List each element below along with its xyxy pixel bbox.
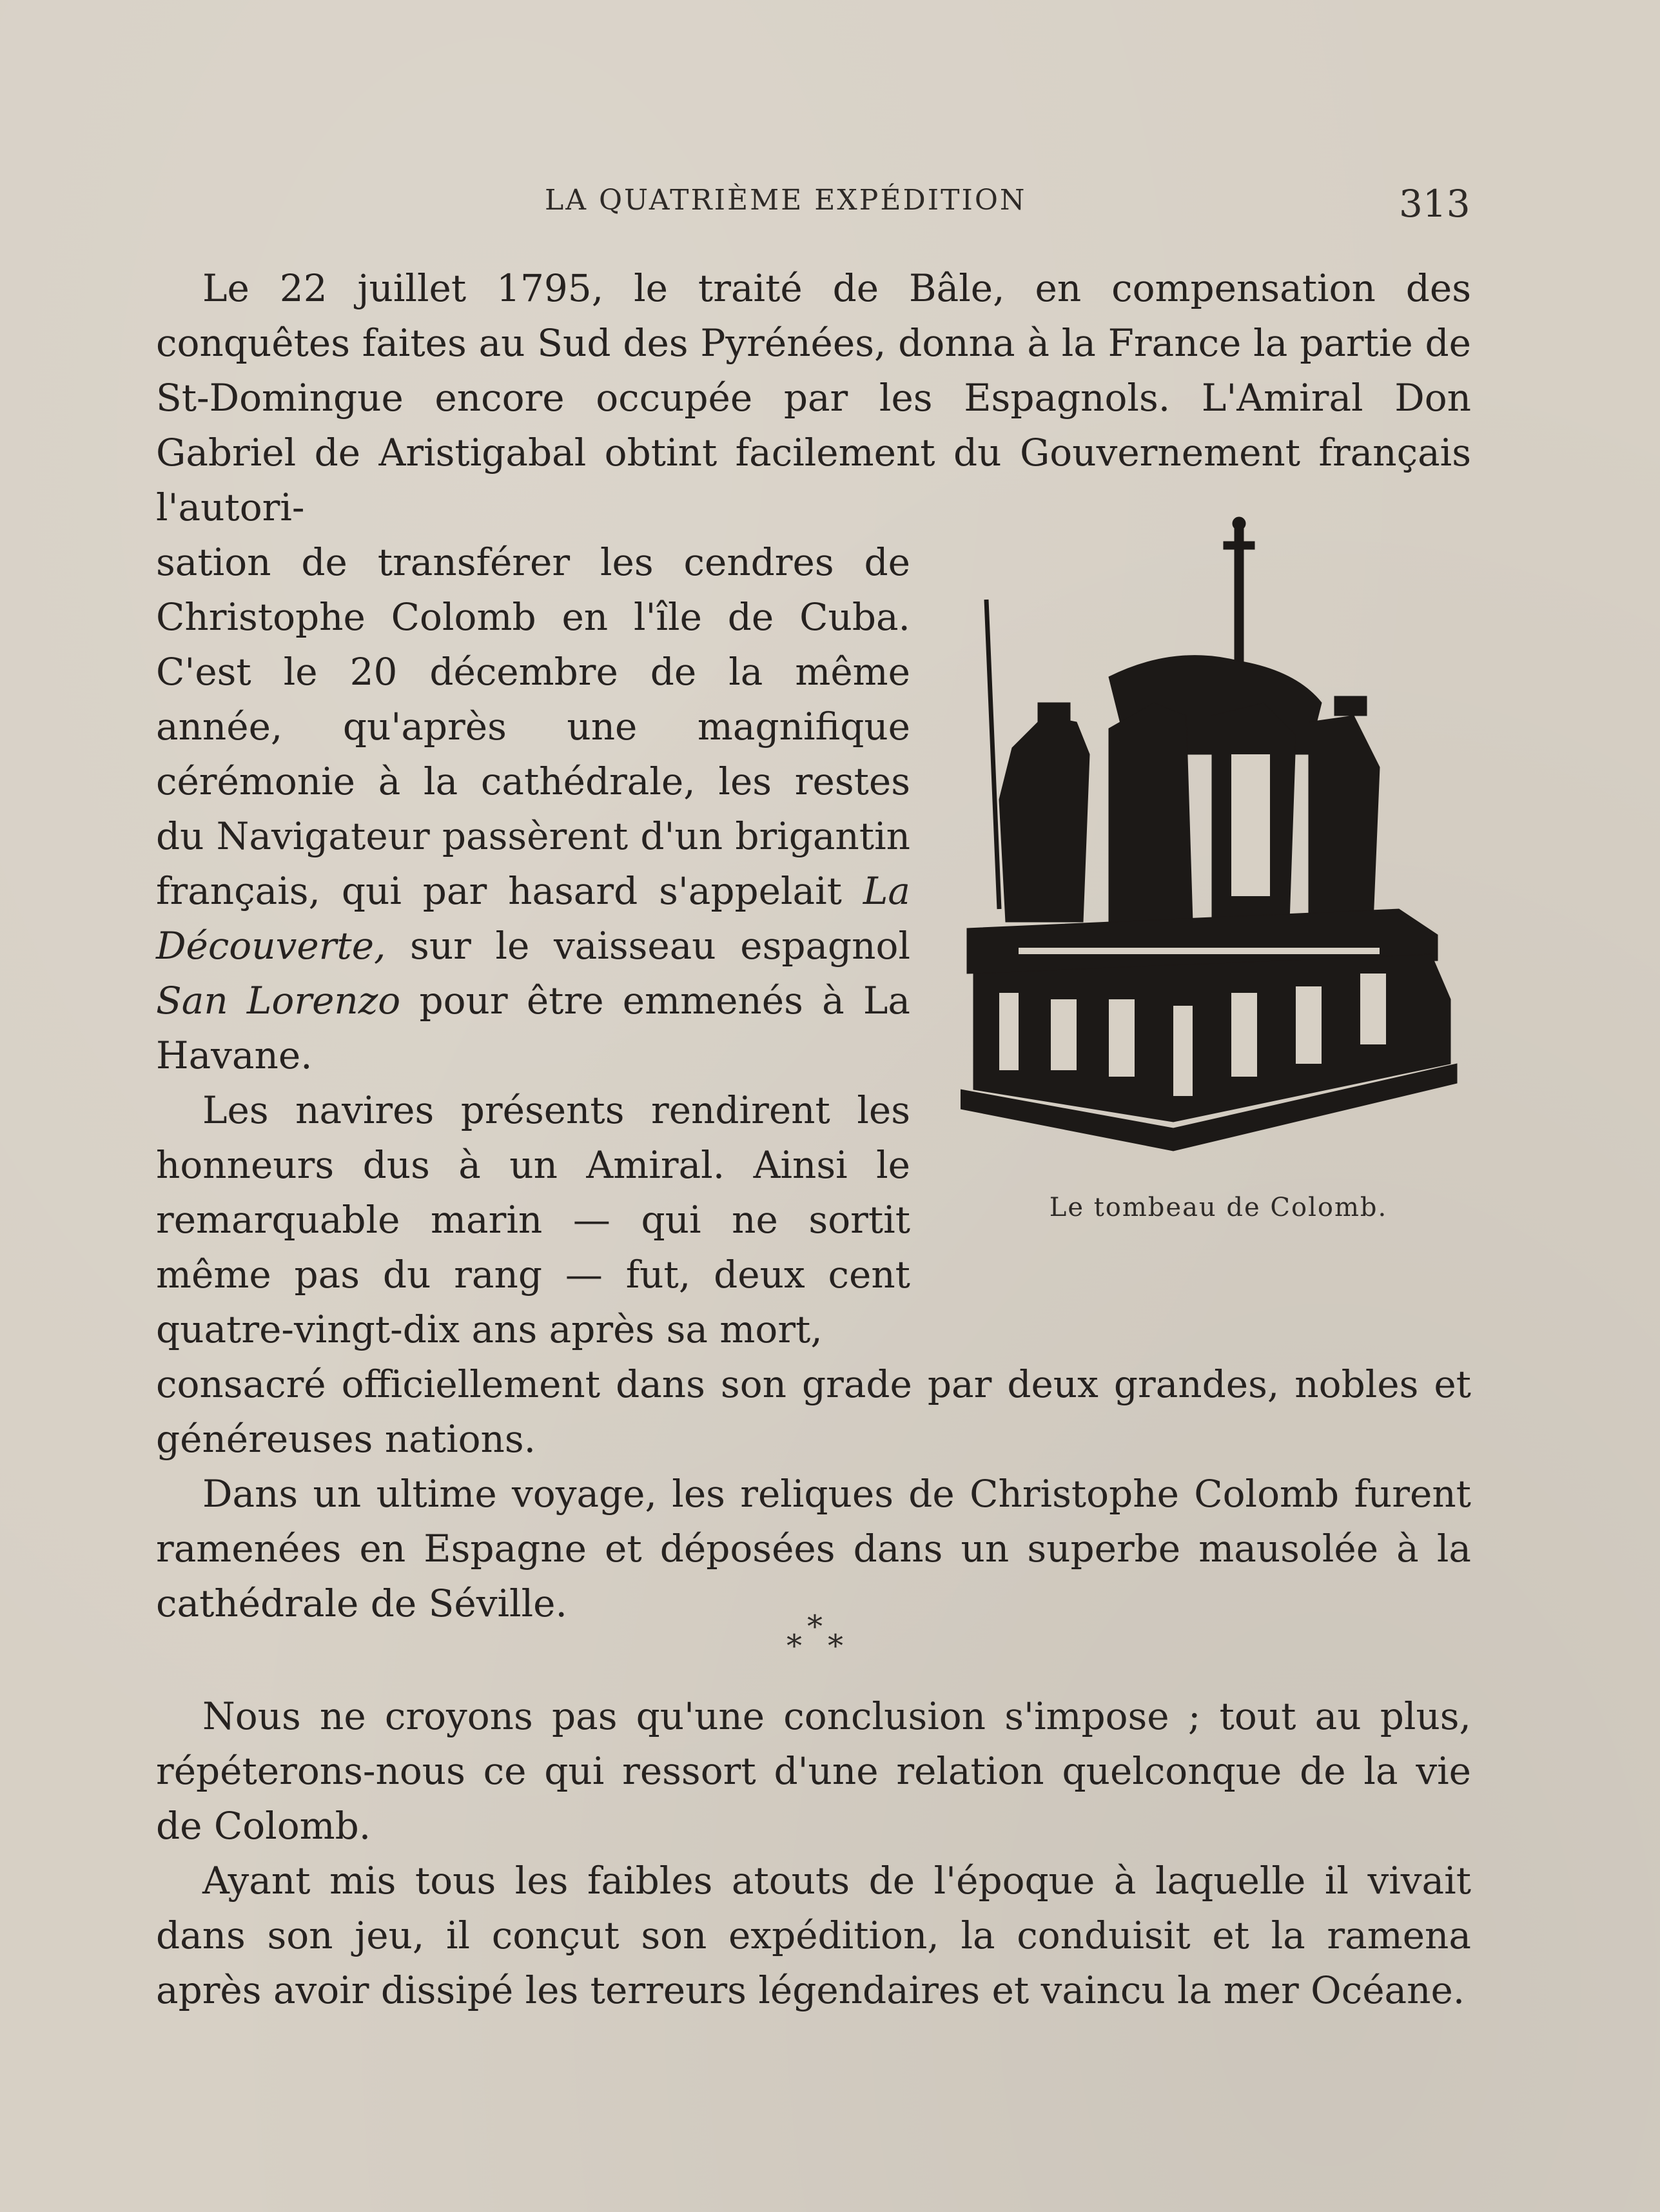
cloak-highlight [1231, 754, 1270, 896]
paragraph-1-beside-figure-c: pour être emmenés à La Havane. [156, 979, 910, 1077]
figure-caption: Le tombeau de Colomb. [1049, 1193, 1388, 1222]
pedestal-panel [1231, 993, 1257, 1077]
pedestal-panel [1051, 999, 1077, 1070]
asterisk-top: * [807, 1609, 823, 1645]
ship-name-san-lorenzo: San Lorenzo [156, 979, 401, 1023]
paragraph-1 [156, 261, 1471, 535]
paragraph-5: Ayant mis tous les faibles atouts de l'époque à laquelle il vivait dans son jeu, il conçut son expédition, la conduisit et la ramena après avoir dissipé les terreurs légendaires et vaincu la mer Océane. [156, 1859, 1471, 2012]
running-title: LA QUATRIÈME EXPÉDITION [545, 184, 1027, 217]
pedestal-panel [999, 993, 1019, 1070]
asterisk-right: * [828, 1628, 843, 1664]
paragraph-2-full-width: consacré officiellement dans son grade par deux grandes, nobles et généreuses nations. [156, 1362, 1471, 1461]
lance [986, 600, 999, 909]
paragraph-3: Dans un ultime voyage, les reliques de Christophe Colomb furent ramenées en Espagne et déposées dans un superbe mausolée à la cathédrale de Séville. [156, 1472, 1471, 1625]
cross-finial [1233, 517, 1245, 530]
page-number: 313 [1399, 182, 1470, 226]
cross-bar [1224, 542, 1255, 549]
herald-figure-2 [1109, 703, 1193, 922]
paragraph-2 [156, 1083, 910, 1357]
herald-figure-1 [999, 716, 1089, 922]
pedestal-panel [1296, 986, 1322, 1064]
pedestal-moulding [1019, 948, 1380, 954]
crown-2 [1334, 696, 1367, 716]
herald-figure-4 [1309, 716, 1380, 922]
paragraph-2-continued [156, 1357, 1471, 1467]
paragraph-4: Nous ne croyons pas qu'une conclusion s'impose ; tout au plus, répéterons-nous ce qui ressort d'une relation quelconque de la vie de Colomb. [156, 1694, 1471, 1848]
paragraph-1-beside-figure-a: sation de transférer les cendres de Christophe Colomb en l'île de Cuba. C'est le 20 décembre de la même année, qu'après une magnifique cérémonie à la cathédrale, les restes du Navigateur passèrent d'un brigantin français, qui par hasard s'appelait [156, 540, 910, 913]
section-separator [774, 1609, 857, 1667]
crown-1 [1038, 703, 1070, 722]
pedestal-panel [1360, 974, 1386, 1044]
paragraph-1-continued [156, 535, 910, 1083]
pedestal-panel [1109, 999, 1135, 1077]
pedestal-panel [1173, 1006, 1193, 1096]
tomb-illustration [961, 509, 1470, 1251]
paragraph-2-beside-figure: Les navires présents rendirent les honneurs dus à un Amiral. Ainsi le remarquable marin — qui ne sortit même pas du rang — fut, deux cent quatre-vingt-dix ans après sa mort, [156, 1088, 910, 1351]
asterisk-left: * [786, 1628, 802, 1664]
paragraph-1-beside-figure-b: sur le vaisseau espagnol [386, 924, 910, 968]
main-text-bottom [156, 1689, 1471, 2018]
tomb-of-columbus-engraving [961, 509, 1470, 1180]
paragraph-1-full-width: Le 22 juillet 1795, le traité de Bâle, en compensation des conquêtes faites au Sud des Pyrénées, donna à la France la partie de St-Domingue encore occupée par les Espagnols. L'Amiral Don Gabriel de Aristigabal obtint facilement du Gouvernement français l'autori- [156, 266, 1471, 529]
ship-name-la-decouverte: La Découverte, [156, 869, 910, 968]
